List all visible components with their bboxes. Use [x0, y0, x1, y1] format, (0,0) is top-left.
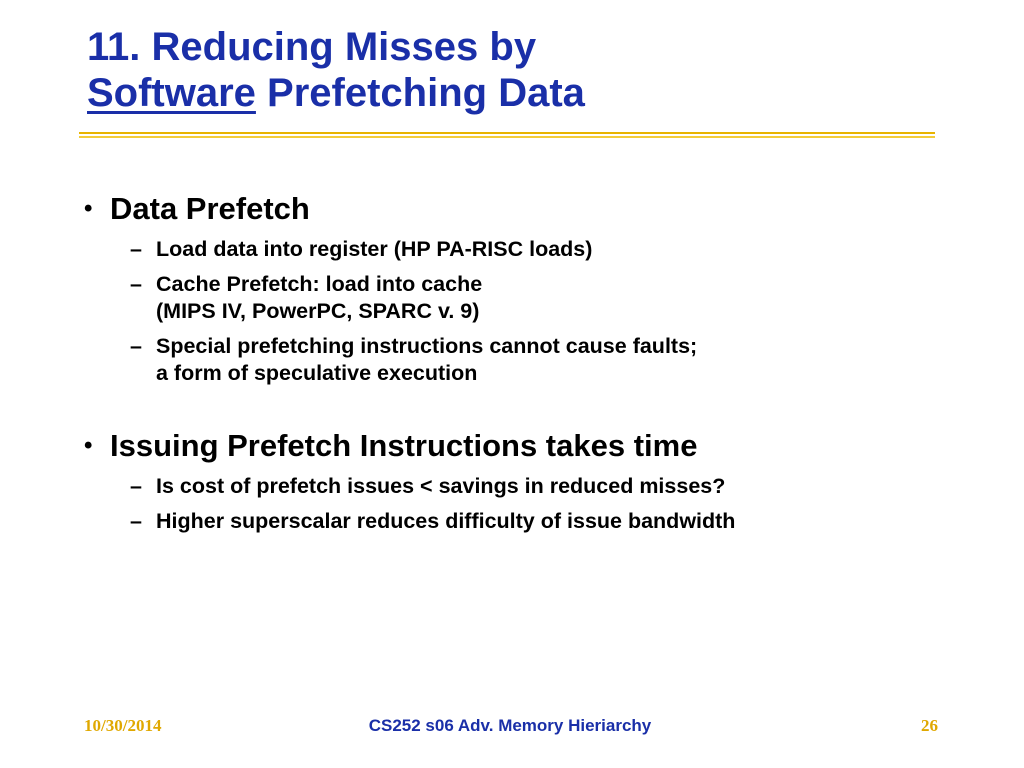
sub-bullet-text: Special prefetching instructions cannot cause faults; [156, 334, 698, 358]
sub-bullet-item [80, 508, 960, 535]
dash-glyph: – [130, 509, 142, 533]
sub-bullet-text: Higher superscalar reduces difficulty of issue bandwidth [156, 509, 736, 533]
sub-bullet-item [80, 473, 960, 500]
sub-bullet-text: Cache Prefetch: load into cache [156, 272, 483, 296]
bullet-item [80, 190, 960, 228]
sub-bullet-item [80, 333, 960, 387]
dash-glyph: – [130, 237, 142, 261]
title-line-2-rest: Prefetching Data [255, 71, 585, 115]
slide-title [87, 24, 947, 116]
bullet-item [80, 427, 960, 465]
sub-bullet-text: Load data into register (HP PA-RISC loads) [156, 237, 593, 261]
footer-course-title: CS252 s06 Adv. Memory Hieriarchy [368, 716, 652, 735]
bullet-text: Issuing Prefetch Instructions takes time [110, 428, 698, 463]
sub-bullet-item [80, 236, 960, 263]
title-underlined-word: Software [87, 71, 256, 115]
bullet-glyph: • [84, 432, 93, 459]
title-line-1: 11. Reducing Misses by [87, 25, 537, 69]
bullet-text: Data Prefetch [110, 191, 310, 226]
footer-date: 10/30/2014 [84, 716, 162, 735]
bullet-glyph: • [84, 195, 93, 222]
bullet-group-issuing-prefetch [80, 427, 960, 535]
footer-page-number: 26 [921, 716, 938, 735]
bullet-list [80, 190, 960, 535]
bullet-group-data-prefetch [80, 190, 960, 387]
sub-bullet-text-continued: (MIPS IV, PowerPC, SPARC v. 9) [156, 299, 480, 323]
sub-bullet-text-continued: a form of speculative execution [156, 361, 478, 385]
title-divider [79, 132, 935, 134]
sub-bullet-text: Is cost of prefetch issues < savings in reduced misses? [156, 474, 726, 498]
dash-glyph: – [130, 474, 142, 498]
dash-glyph: – [130, 334, 142, 358]
dash-glyph: – [130, 272, 142, 296]
title-line-2 [87, 70, 947, 116]
sub-bullet-item [80, 271, 960, 325]
title-divider-secondary [79, 136, 935, 138]
